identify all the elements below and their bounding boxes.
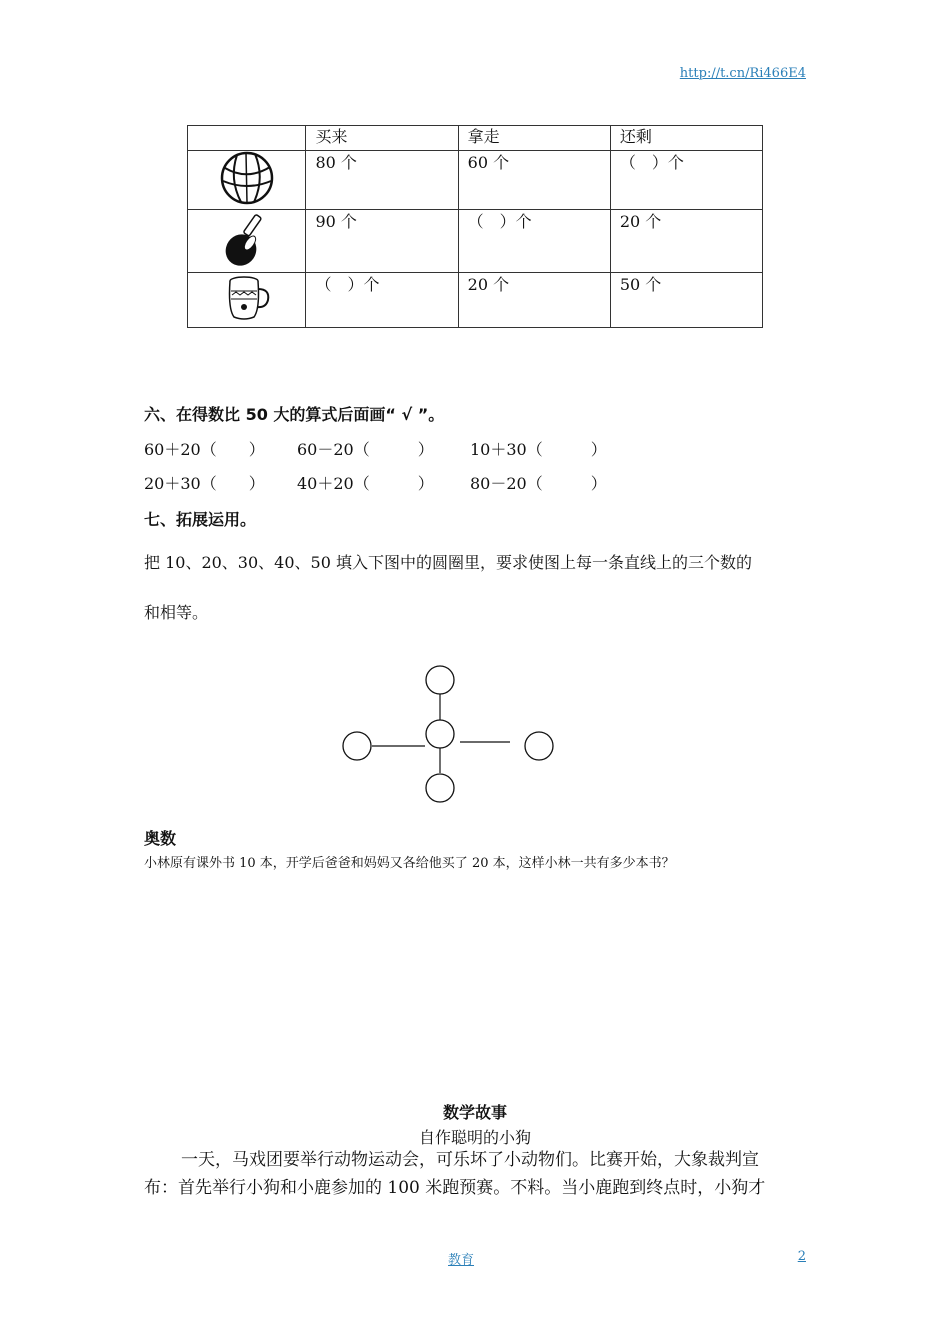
cup-icon xyxy=(222,273,272,323)
story-paragraph: 布：首先举行小狗和小鹿参加的 100 米跑预赛。不料。当小鹿跑到终点时，小狗才 xyxy=(144,1178,766,1198)
table-header-taken: 拿走 xyxy=(458,126,610,151)
section7-text: 和相等。 xyxy=(144,603,209,622)
table-cell: 90 个 xyxy=(306,210,458,273)
diagram-circle-left[interactable] xyxy=(343,732,371,760)
table-header-row xyxy=(188,126,763,151)
table-header-left: 还剩 xyxy=(610,126,762,151)
table-cell: 80 个 xyxy=(306,151,458,210)
ping-pong-paddle-icon xyxy=(219,210,275,268)
equation: 40＋20（ ） xyxy=(297,474,434,493)
table-cell: （ ）个 xyxy=(306,273,458,328)
section6-title: 六、在得数比 50 大的算式后面画“ √ ”。 xyxy=(144,405,445,424)
item-table xyxy=(187,125,763,328)
equation: 80－20（ ） xyxy=(470,474,607,493)
header-link[interactable]: http://t.cn/Ri466E4 xyxy=(679,66,806,81)
olympiad-question: 小林原有课外书 10 本，开学后爸爸和妈妈又各给他买了 20 本，这样小林一共有多少本书？ xyxy=(144,856,675,871)
diagram-circle-top[interactable] xyxy=(426,666,454,694)
table-cell: 20 个 xyxy=(458,273,610,328)
diagram-circle-bottom[interactable] xyxy=(426,774,454,802)
equation: 10＋30（ ） xyxy=(470,440,607,459)
diagram-circle-center[interactable] xyxy=(426,720,454,748)
equation: 20＋30（ ） xyxy=(144,474,265,493)
section7-text: 把 10、20、30、40、50 填入下图中的圆圈里，要求使图上每一条直线上的三个数的 xyxy=(144,553,752,572)
table-row xyxy=(188,210,763,273)
table-cell: 20 个 xyxy=(610,210,762,273)
basketball-icon xyxy=(219,151,275,205)
table-cell: （ ）个 xyxy=(610,151,762,210)
equation: 60＋20（ ） xyxy=(144,440,265,459)
story-subtitle: 自作聪明的小狗 xyxy=(418,1128,531,1147)
footer-link[interactable]: 教育 xyxy=(448,1253,475,1268)
table-cell: 50 个 xyxy=(610,273,762,328)
table-cell: 60 个 xyxy=(458,151,610,210)
circle-diagram xyxy=(330,660,570,810)
diagram-circle-right[interactable] xyxy=(525,732,553,760)
page-number[interactable]: 2 xyxy=(797,1249,806,1264)
olympiad-title: 奥数 xyxy=(144,829,177,848)
table-cell: （ ）个 xyxy=(458,210,610,273)
table-row xyxy=(188,273,763,328)
equation: 60－20（ ） xyxy=(297,440,434,459)
story-heading: 数学故事 xyxy=(442,1103,507,1122)
table-header-blank xyxy=(188,126,306,151)
table-row xyxy=(188,151,763,210)
story-paragraph: 一天，马戏团要举行动物运动会，可乐坏了小动物们。比赛开始，大象裁判宣 xyxy=(181,1150,759,1170)
table-header-bought: 买来 xyxy=(306,126,458,151)
section7-title: 七、拓展运用。 xyxy=(144,510,257,529)
